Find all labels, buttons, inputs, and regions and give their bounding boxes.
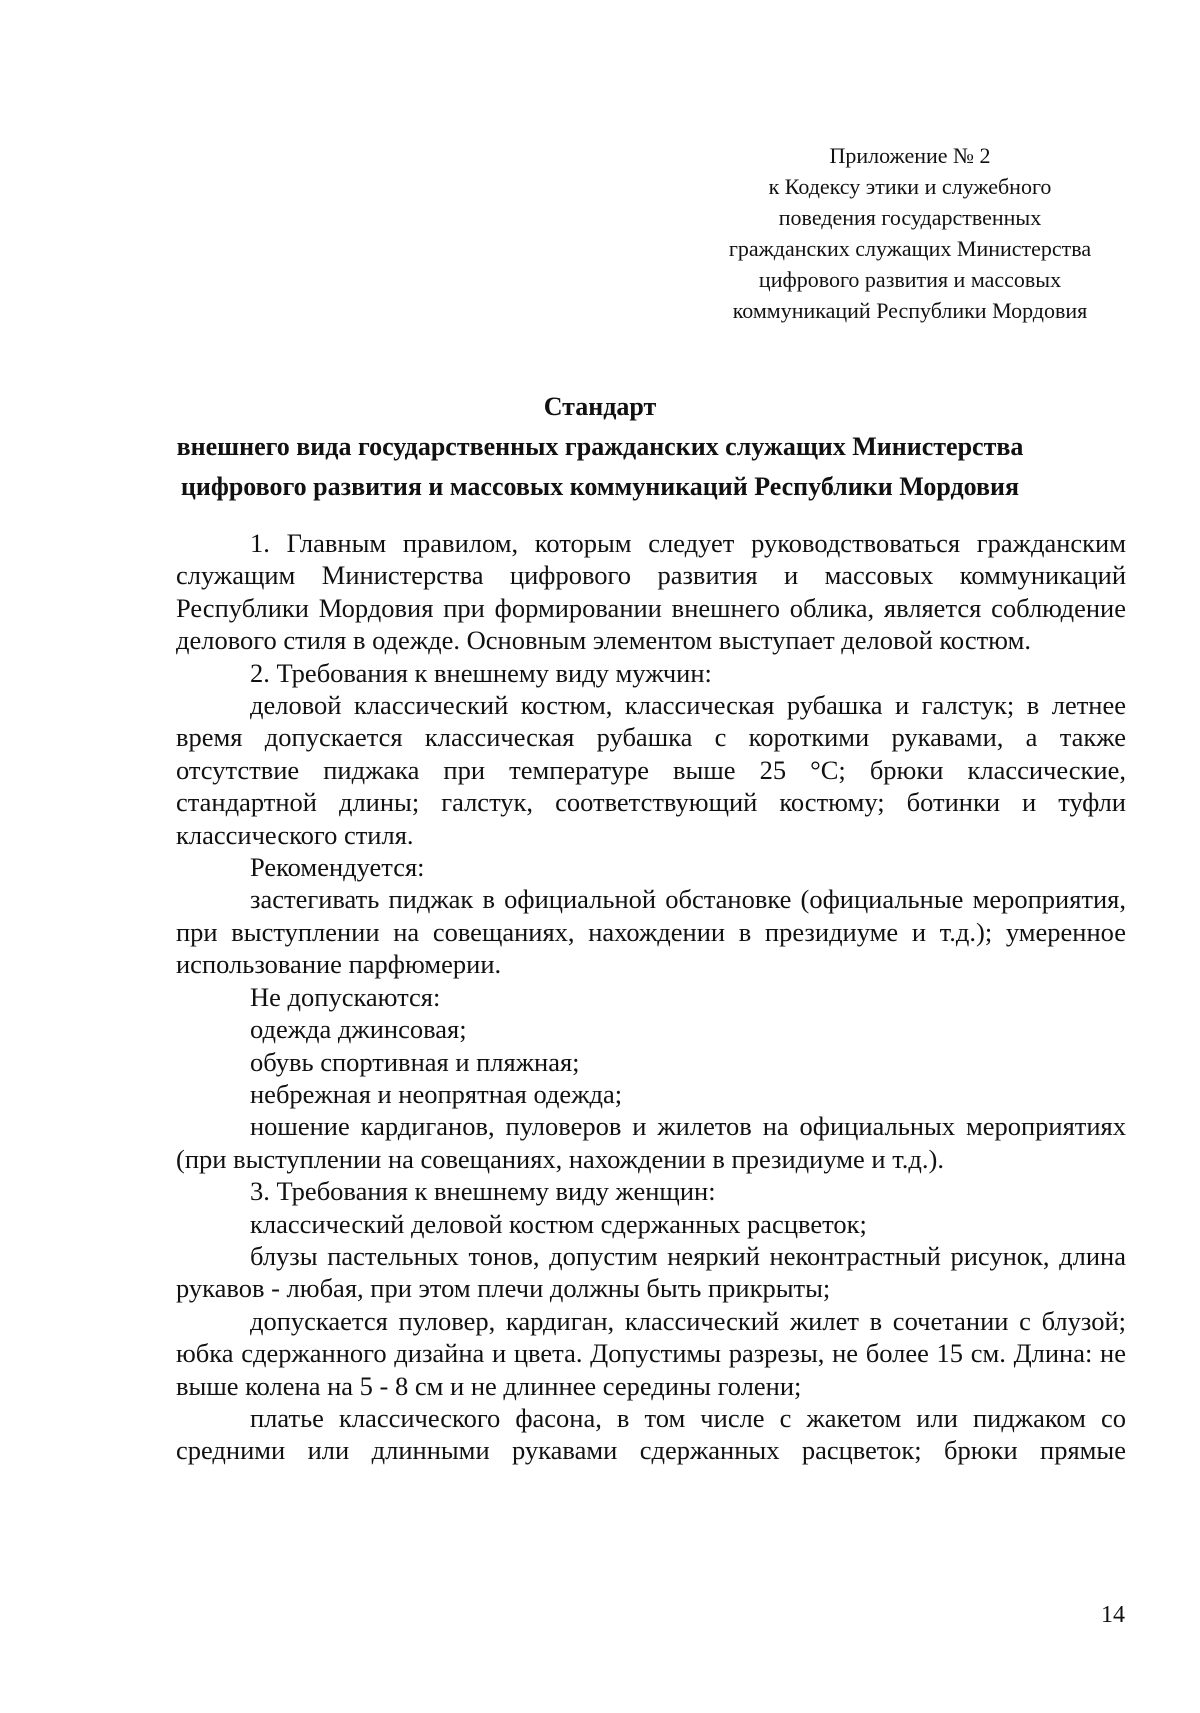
title-line: внешнего вида государственных гражданских служащих Министерства	[176, 432, 1024, 461]
title-line: цифрового развития и массовых коммуникаций Республики Мордовия	[180, 472, 1020, 501]
page-number: 14	[1101, 1602, 1125, 1628]
paragraph: застегивать пиджак в официальной обстановке (официальные мероприятия, при выступлении на совещаниях, нахождении в президиуме и т.д.); умеренное использование парфюмерии.	[176, 884, 1126, 980]
paragraph: классический деловой костюм сдержанных расцветок;	[250, 1208, 867, 1239]
annex-line: цифрового развития и массовых	[758, 267, 1062, 292]
paragraph: 3. Требования к внешнему виду женщин:	[250, 1176, 716, 1207]
paragraph: платье классического фасона, в том числе с жакетом или пиджаком со средними или длинными рукавами сдержанных расцветок; брюки прямые	[176, 1402, 1126, 1466]
paragraph: деловой классический костюм, классическая рубашка и галстук; в летнее время допускается классическая рубашка с короткими рукавами, а также отсутствие пиджака при температуре выше 25 °С; брюки классические, стандартной длины; галстук, соответствующий костюму; ботинки и туфли классического стиля.	[176, 690, 1126, 850]
paragraph: блузы пастельных тонов, допустим неяркий неконтрастный рисунок, длина рукавов - любая, при этом плечи должны быть прикрыты;	[176, 1240, 1126, 1304]
paragraph: ношение кардиганов, пуловеров и жилетов на официальных мероприятиях (при выступлении на совещаниях, нахождении в президиуме и т.д.).	[176, 1111, 1126, 1174]
annex-block	[700, 140, 1120, 326]
document-title	[120, 387, 1080, 507]
paragraph: 2. Требования к внешнему виду мужчин:	[250, 657, 712, 688]
document-body	[176, 527, 1126, 1467]
paragraph: Рекомендуется:	[250, 852, 425, 883]
paragraph: небрежная и неопрятная одежда;	[250, 1078, 623, 1109]
paragraph: 1. Главным правилом, которым следует руководствоваться гражданским служащим Министерства цифрового развития и массовых коммуникаций Республики Мордовия при формировании внешнего облика, является соблюдение делового стиля в одежде. Основным элементом выступает деловой костюм.	[176, 528, 1126, 656]
annex-line: поведения государственных	[778, 205, 1042, 230]
annex-line: гражданских служащих Министерства	[728, 236, 1092, 261]
annex-line: коммуникаций Республики Мордовия	[732, 298, 1088, 323]
paragraph: обувь спортивная и пляжная;	[250, 1046, 580, 1077]
paragraph: Не допускаются:	[250, 981, 441, 1012]
title-line: Стандарт	[543, 392, 657, 421]
paragraph: одежда джинсовая;	[250, 1014, 467, 1045]
paragraph: допускается пуловер, кардиган, классический жилет в сочетании с блузой; юбка сдержанного дизайна и цвета. Допустимы разрезы, не более 15 см. Длина: не выше колена на 5 - 8 см и не длиннее середины голени;	[176, 1305, 1126, 1401]
annex-line: к Кодексу этики и служебного	[768, 174, 1052, 199]
annex-line: Приложение № 2	[829, 143, 991, 168]
